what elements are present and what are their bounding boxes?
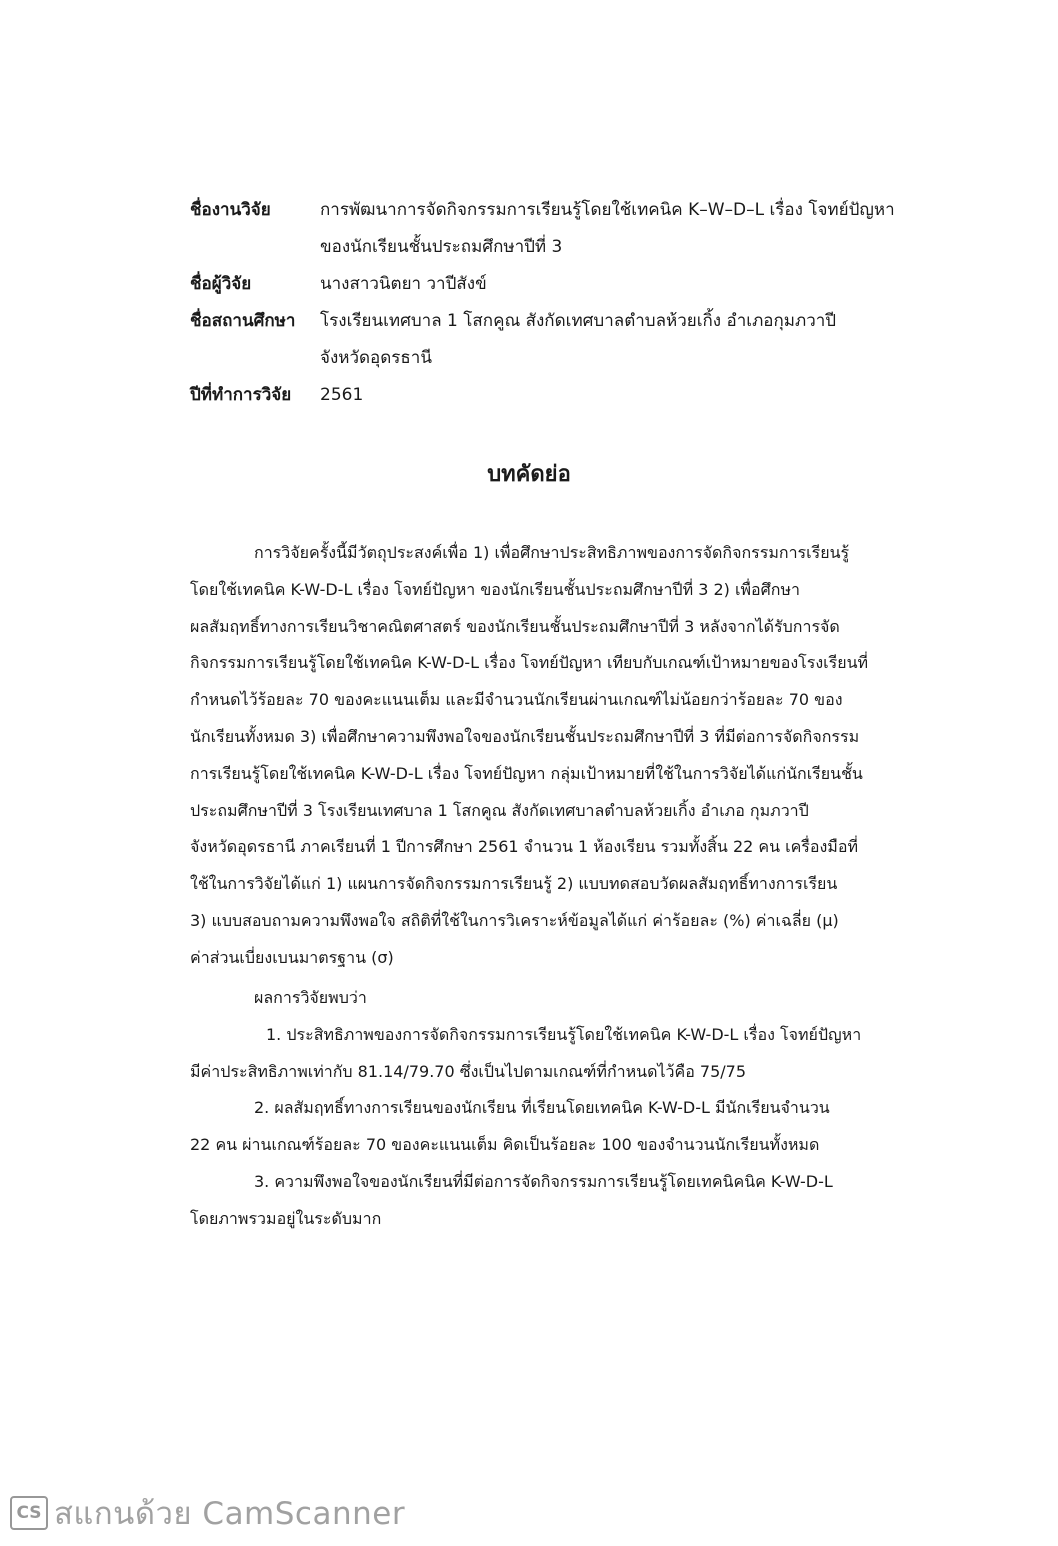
school-label: ชื่อสถานศึกษา <box>190 311 296 331</box>
camscanner-logo-icon: CS <box>10 1496 48 1530</box>
abstract-line: กำหนดไว้ร้อยละ 70 ของคะแนนเต็ม และมีจำนวนนักเรียนผ่านเกณฑ์ไม่น้อยกว่าร้อยละ 70 ของ <box>190 690 843 710</box>
results-section <box>190 980 935 1238</box>
abstract-line: ผลสัมฤทธิ์ทางการเรียนวิชาคณิตศาสตร์ ของนักเรียนชั้นประถมศึกษาปีที่ 3 หลังจากได้รับการจัด <box>190 616 840 636</box>
results-intro: ผลการวิจัยพบว่า <box>254 988 367 1007</box>
year-value: 2561 <box>320 385 364 405</box>
result-item-1-line1: 1. ประสิทธิภาพของการจัดกิจกรรมการเรียนรู้โดยใช้เทคนิค K-W-D-L เรื่อง โจทย์ปัญหา <box>266 1024 862 1044</box>
research-metadata <box>190 192 950 414</box>
school-row <box>190 303 950 377</box>
abstract-heading: บทคัดย่อ <box>487 462 571 487</box>
abstract-line: นักเรียนทั้งหมด 3) เพื่อศึกษาความพึงพอใจของนักเรียนชั้นประถมศึกษาปีที่ 3 ที่มีต่อการจัดกิจกรรม <box>190 726 860 746</box>
researcher-name: นางสาวนิตยา วาปีสังข์ <box>320 274 487 294</box>
result-item-1-line2: มีค่าประสิทธิภาพเท่ากับ 81.14/79.70 ซึ่งเป็นไปตามเกณฑ์ที่กำหนดไว้คือ 75/75 <box>190 1061 747 1081</box>
abstract-body <box>190 535 935 977</box>
research-title-row <box>190 192 950 266</box>
abstract-line: กิจกรรมการเรียนรู้โดยใช้เทคนิค K-W-D-L เรื่อง โจทย์ปัญหา เทียบกับเกณฑ์เป้าหมายของโรงเรียนที่ <box>190 653 869 673</box>
research-title-line1: การพัฒนาการจัดกิจกรรมการเรียนรู้โดยใช้เทคนิค K–W–D–L เรื่อง โจทย์ปัญหา <box>320 200 895 220</box>
camscanner-watermark <box>10 1488 405 1538</box>
abstract-line: ค่าส่วนเบี่ยงเบนมาตรฐาน (σ) <box>190 947 394 967</box>
researcher-row <box>190 266 950 303</box>
research-title-line2: ของนักเรียนชั้นประถมศึกษาปีที่ 3 <box>320 237 563 257</box>
abstract-line: ประถมศึกษาปีที่ 3 โรงเรียนเทศบาล 1 โสกคูณ สังกัดเทศบาลตำบลห้วยเกิ้ง อำเภอ กุมภวาปี <box>190 800 809 820</box>
watermark-text: สแกนด้วย CamScanner <box>54 1496 406 1532</box>
school-line2: จังหวัดอุดรธานี <box>320 348 432 368</box>
year-row <box>190 377 950 414</box>
abstract-line: ใช้ในการวิจัยได้แก่ 1) แผนการจัดกิจกรรมการเรียนรู้ 2) แบบทดสอบวัดผลสัมฤทธิ์ทางการเรียน <box>190 874 838 894</box>
research-title-label: ชื่องานวิจัย <box>190 200 271 220</box>
result-item-2-line2: 22 คน ผ่านเกณฑ์ร้อยละ 70 ของคะแนนเต็ม คิดเป็นร้อยละ 100 ของจำนวนนักเรียนทั้งหมด <box>190 1135 820 1155</box>
abstract-line: จังหวัดอุดรธานี ภาคเรียนที่ 1 ปีการศึกษา 2561 จำนวน 1 ห้องเรียน รวมทั้งสิ้น 22 คน เครื่องมือที่ <box>190 837 859 857</box>
abstract-line: การเรียนรู้โดยใช้เทคนิค K-W-D-L เรื่อง โจทย์ปัญหา กลุ่มเป้าหมายที่ใช้ในการวิจัยได้แก่นักเรียนชั้น <box>190 763 863 783</box>
abstract-line: 3) แบบสอบถามความพึงพอใจ สถิติที่ใช้ในการวิเคราะห์ข้อมูลได้แก่ ค่าร้อยละ (%) ค่าเฉลี่ย (μ) <box>190 910 839 930</box>
result-item-2-line1: 2. ผลสัมฤทธิ์ทางการเรียนของนักเรียน ที่เรียนโดยเทคนิค K-W-D-L มีนักเรียนจำนวน <box>254 1098 830 1118</box>
abstract-line: การวิจัยครั้งนี้มีวัตถุประสงค์เพื่อ 1) เพื่อศึกษาประสิทธิภาพของการจัดกิจกรรมการเรียนรู้ <box>254 543 850 562</box>
researcher-label: ชื่อผู้วิจัย <box>190 274 252 294</box>
year-label: ปีที่ทำการวิจัย <box>190 385 292 405</box>
result-item-3-line2: โดยภาพรวมอยู่ในระดับมาก <box>190 1208 382 1228</box>
school-line1: โรงเรียนเทศบาล 1 โสกคูณ สังกัดเทศบาลตำบลห้วยเกิ้ง อำเภอกุมภวาปี <box>320 311 837 331</box>
abstract-line: โดยใช้เทคนิค K-W-D-L เรื่อง โจทย์ปัญหา ของนักเรียนชั้นประถมศึกษาปีที่ 3 2) เพื่อศึกษา <box>190 579 800 599</box>
result-item-3-line1: 3. ความพึงพอใจของนักเรียนที่มีต่อการจัดกิจกรรมการเรียนรู้โดยเทคนิคนิค K-W-D-L <box>254 1171 833 1191</box>
